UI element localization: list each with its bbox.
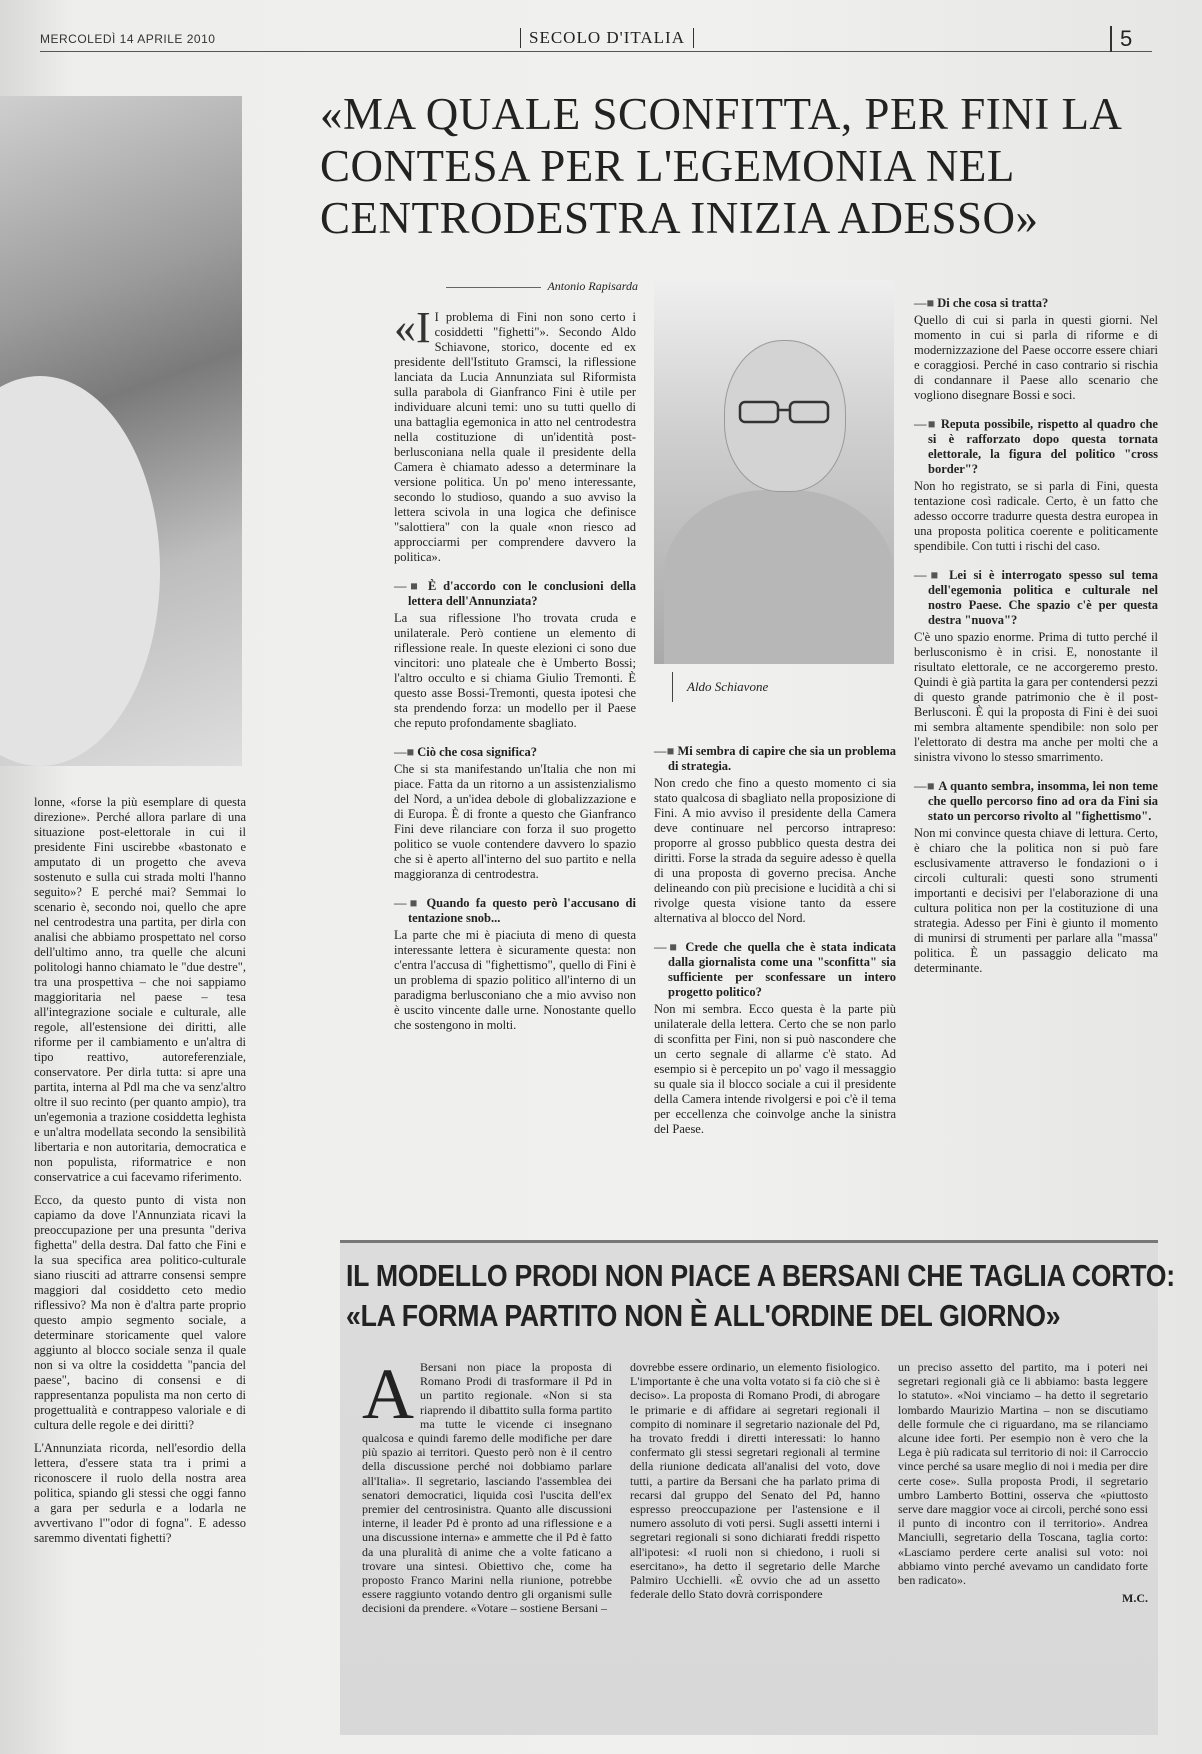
page-number: 5	[1110, 26, 1132, 52]
question-1: —■ È d'accordo con le conclusioni della lettera dell'Annunziata?	[394, 579, 636, 609]
author-byline	[388, 279, 638, 294]
answer-7: Non ho registrato, se si parla di Fini, questa tentazione così radicale. Certo, è un fatto che adesso occorre tradurre questa destra europea in una proposta politica coerente e politicamente spendibile. Con tutti i rischi del caso.	[914, 479, 1158, 553]
author-name: Antonio Rapisarda	[547, 279, 638, 293]
interview-column-3	[914, 282, 1158, 984]
drop-cap: A	[362, 1354, 414, 1434]
sidebar-title-line-1: IL MODELLO PRODI NON PIACE A BERSANI CHE TAGLIA CORTO:	[346, 1258, 1175, 1293]
question-3: —■ Quando fa questo però l'accusano di tentazione snob...	[394, 896, 636, 926]
answer-8: C'è uno spazio enorme. Prima di tutto perché il berlusconismo è in crisi. E, nonostante il risultato elettorale, ce ne accorgeremo presto. Quindi è già partita la gara per contendersi pezzi di questo grande patrimonio che è il post-Berlusconi. È qui la proposta di Fini è dei suoi mi sembra altamente spendibile: non solo per l'elettorato di destra ma anche per molti che a sinistra vivono lo stesso smarrimento.	[914, 630, 1158, 764]
photo-caption: Aldo Schiavone	[672, 672, 768, 702]
sidebar-title-line-2: «LA FORMA PARTITO NON È ALL'ORDINE DEL GIORNO»	[346, 1298, 1061, 1333]
interview-column-2	[654, 730, 896, 1145]
interview-column-1	[394, 303, 636, 1041]
question-7: —■ Reputa possibile, rispetto al quadro che si è rafforzato dopo questa tornata elettorale, la figura del politico "cross border"?	[914, 417, 1158, 477]
question-5: —■ Crede che quella che è stata indicata dalla giornalista come una "sconfitta" sia sufficiente per sconfessare un intero progetto politico?	[654, 940, 896, 1000]
answer-3: La parte che mi è piaciuta di meno di questa interessante lettera è sicuramente questa: non c'entra l'accusa di "fighettismo", quello di Fini è un problema di spazio politico all'interno di un paradigma berlusconiano che a mio avviso non è uscito vincente dalle urne. Nonostante quello che sostengono in molti.	[394, 928, 636, 1032]
answer-1: La sua riflessione l'ho trovata cruda e unilaterale. Però contiene un elemento di riflessione reale. In queste elezioni ci sono due vincitori: uno plateale che è Umberto Bossi; l'altro occulto e si chiama Giulio Tremonti. È questo asse Bossi-Tremonti, questa ipotesi che sta prendendo forza: un modello per il Paese che reputo profondamente sbagliato.	[394, 611, 636, 730]
left-column-paragraph: L'Annunziata ricorda, nell'esordio della lettera, d'essere stata tra i primi a riconoscere il ruolo della nostra area politica, spiando gli stessi che oggi fanno a gara per sedurla e a lodarla ne avvertivano l'"odor di fogna". E adesso saremmo diventati fighetti?	[34, 1441, 246, 1545]
lead-paragraph	[394, 303, 636, 565]
answer-5: Non mi sembra. Ecco questa è la parte più unilaterale della lettera. Certo che se non parlo di sconfitta per Fini, non si può nascondere che un certo segnale di allarme c'è stato. Ad esempio si è percepito un po' vago il messaggio su quale sia il blocco sociale a cui il presidente della Camera intende rivolgersi e poi c'è il tema per eccellenza che coinvolge anche la sinistra del Paese.	[654, 1002, 896, 1136]
left-column	[34, 795, 246, 1554]
answer-6: Quello di cui si parla in questi giorni. Nel momento in cui si parla di riforme e di modernizzazione del Paese occorre essere chiari e coraggiosi. Perché in caso contrario si rischia di condannare il Paese allo scenario che vogliono disegnare Bossi e soci.	[914, 313, 1158, 402]
sidebar-column-3-text: un preciso assetto del partito, ma i poteri nei segretari regionali già ce li abbiamo: basta leggere lo statuto». «Noi vinciamo – ha detto il segretario lombardo Maurizio Martina – non se discutiamo delle formule che ci riguardano, ma se rilanciamo alcune idee forti. Per esempio non è vero che la Lega è più radicata sul territorio di noi: il Carroccio vince perché sa usare meglio di noi i media per dire certe cose». Sulla proposta Prodi, il segretario umbro Lamberto Bottini, osserva che «piuttosto serve dare maggior voce ai circoli, perché sono essi il punto di incontro con il territorio». Andrea Manciulli, segretario della Toscana, taglia corto: «Lasciamo perdere certe analisi sul voto: noi abbiamo vinto perché avevamo un candidato forte ben radicato».	[898, 1360, 1148, 1588]
question-2: —■ Ciò che cosa significa?	[394, 745, 636, 760]
author-signature: M.C.	[1122, 1591, 1148, 1606]
question-4: —■ Mi sembra di capire che sia un problema di strategia.	[654, 744, 896, 774]
article-headline: «MA QUALE SCONFITTA, PER FINI LA CONTESA PER L'EGEMONIA NEL CENTRODESTRA INIZIA ADESSO»	[320, 89, 1120, 243]
sidebar-column-2: dovrebbe essere ordinario, un elemento fisiologico. L'importante è che una volta votato si fa ciò che si è deciso». La proposta di Romano Prodi, di abrogare le primarie e di affidare ai segretari regionali il compito di nominare il segretario nazionale del Pd, ha trovato freddi i diretti interessati: lo hanno confermato gli stessi segretari regionali al termine della riunione dedicata all'analisi del voto, dove tutti, a partire da Bersani che ha parlato prima di recarsi dal gruppo del Senato del Pd, hanno espresso preoccupazione per l'astensione e il numero assoluto di voti persi. Sugli assetti interni i segretari regionali si sono dichiarati freddi rispetto all'ipotesi: «I ruoli non si chiedono, i ruoli si esercitano», ha detto il segretario delle Marche Palmiro Ucchielli. «È ovvio che ad un assetto federale dello Stato dovrà corrispondere	[630, 1360, 880, 1602]
lead-text: I problema di Fini non sono certo i cosiddetti "fighetti"». Secondo Aldo Schiavone, storico, docente ed ex presidente dell'Istituto Gramsci, la riflessione lanciata da Lucia Annunziata sul Riformista sulla parabola di Gianfranco Fini è utile per individuare alcuni temi: uno su tutti quello di una battaglia egemonica in atto nel centrodestra nella costituzione di un'identità post-berlusconiana nella quale il presidente della Camera è chiamato adesso a determinare la versione politica. Un po' meno interessante, secondo lo studioso, quando a suo avviso la lettera scivola in una logica che definisce "salottiera" con la quale «non riesco ad approcciarmi per comprendere davvero la politica».	[394, 310, 636, 564]
left-photo	[0, 96, 242, 766]
answer-4: Non credo che fino a questo momento ci sia stato qualcosa di sbagliato nella proposizione di Fini. A mio avviso il presidente della Camera deve continuare nel percorso intrapreso: proporre al grosso pubblico questa destra dei diritti. Forse la strada da seguire adesso è quella di una proposta di governo precisa. Anche delineando con più precisione e lucidità a chi si rivolge questa visione tanto da essere alternativa al blocco del Nord.	[654, 776, 896, 925]
portrait-photo	[654, 280, 894, 664]
sidebar-column-1-text: Bersani non piace la proposta di Romano Prodi di trasformare il Pd in un partito regionale. «Non si sta riaprendo il dibattito sulla forma partito ma tutte le vicende ci insegnano qualcosa e quindi faremo delle modifiche per dare più spazio ai territori. Questo però non è il centro della discussione perché noi dobbiamo parlare all'Italia». Il segretario, lasciando l'assemblea dei senatori democratici, liquida così l'uscita dell'ex premier del centrosinistra. Quanto alle discussioni interne, il leader Pd è pronto ad una riflessione e a una discussione interna» e ammette che il Pd è fatto da una pluralità di anime che a volte faticano a trovare una sintesi. Obiettivo che, come ha proposto Franco Marini nella riunione, potrebbe essere raggiunto votando dentro gli organismi sulle decisioni da prendere. «Votare – sostiene Bersani –	[362, 1360, 612, 1616]
left-column-paragraph: Ecco, da questo punto di vista non capiamo da dove l'Annunziata ricavi la preoccupazione per una presunta "deriva fighetta" della destra. Dal fatto che Fini e la sua specifica area politico-culturale siano riusciti ad attrarre consensi sempre maggiori dal cosiddetto ceto medio riflessivo? Ma non è d'altra parte proprio questo ampio segmento sociale, a determinare storicamente quel valore aggiunto al blocco sociale senza il quale non si va oltre la cosiddetta "pancia del paese", bacino di consensi e di rappresentanza populista ma non certo di progettualità e contrappeso valoriale e di cultura delle regole e dei diritti?	[34, 1193, 246, 1432]
answer-9: Non mi convince questa chiave di lettura. Certo, è chiaro che la politica non si può fare esclusivamente attraverso le fondazioni o i circoli culturali: questi sono strumenti importanti e decisivi per l'elaborazione di una cultura politica non per la costituzione di una strategia. Adesso per Fini è giunto il momento di munirsi di strumenti per parlare alla "massa" politica. È un passaggio delicato ma determinante.	[914, 826, 1158, 975]
portrait-body	[664, 490, 894, 664]
masthead-rule	[40, 51, 1152, 52]
question-6: —■ Di che cosa si tratta?	[914, 296, 1158, 311]
question-8: —■ Lei si è interrogato spesso sul tema dell'egemonia politica e culturale nel nostro Paese. Che spazio c'è per questa destra "nuova"?	[914, 568, 1158, 628]
left-photo-shape	[0, 376, 160, 766]
opening-guillemet: «I	[394, 303, 431, 352]
sidebar-column-1	[362, 1354, 612, 1616]
masthead	[40, 24, 1160, 64]
glasses-icon	[738, 400, 830, 424]
issue-date: MERCOLEDÌ 14 APRILE 2010	[40, 32, 216, 46]
left-column-paragraph: lonne, «forse la più esemplare di questa direzione». Perché allora parlare di una situazione post-elettorale in cui il presidente Fini uscirebbe «bastonato e amputato di un progetto che aveva sostenuto e sulla cui strada molti l'hanno seguito»? E perché mai? Semmai lo scenario è, secondo noi, quello che apre nel centrodestra una partita, per dirla con analisi che abbiamo prospettato nel corso dell'ultimo anno, tra quelle che alcuni politologi hanno chiamato le "due destre", tra una prospettiva – che noi sappiamo maggioritaria nel paese – tesa all'integrazione sociale e culturale, alle regole, all'estensione dei diritti, alle riforme per il cambiamento e un'altra di tipo reattivo, autoreferenziale, conservatore. Per dirla tutta: si apre una partita, interna al Pdl ma che va senz'altro oltre il suo recinto (per quanto ampio), tra un'egemonia a trazione cosiddetta leghista e un'altra modellata secondo la sensibilità libertaria e non autoritaria, democratica e non populista, riformatrice e non conservatrice a cui facevamo riferimento.	[34, 795, 246, 1184]
sidebar-article-title	[346, 1256, 1175, 1336]
answer-2: Che si sta manifestando un'Italia che non mi piace. Fatta da un ritorno a un assistenzialismo del Nord, a un'idea debole di globalizzazione e di Europa. È di fronte a questo che Gianfranco Fini deve rilanciare con forza il suo progetto politico se vuole contendere davvero lo spazio che si è aperto all'interno del suo partito e nella maggioranza di centrodestra.	[394, 762, 636, 881]
sidebar-column-3	[898, 1360, 1148, 1605]
newspaper-name: SECOLO D'ITALIA	[520, 28, 694, 48]
question-9: —■ A quanto sembra, insomma, lei non teme che quello percorso fino ad ora da Fini sia stato un percorso rivolto al "fighettismo".	[914, 779, 1158, 824]
